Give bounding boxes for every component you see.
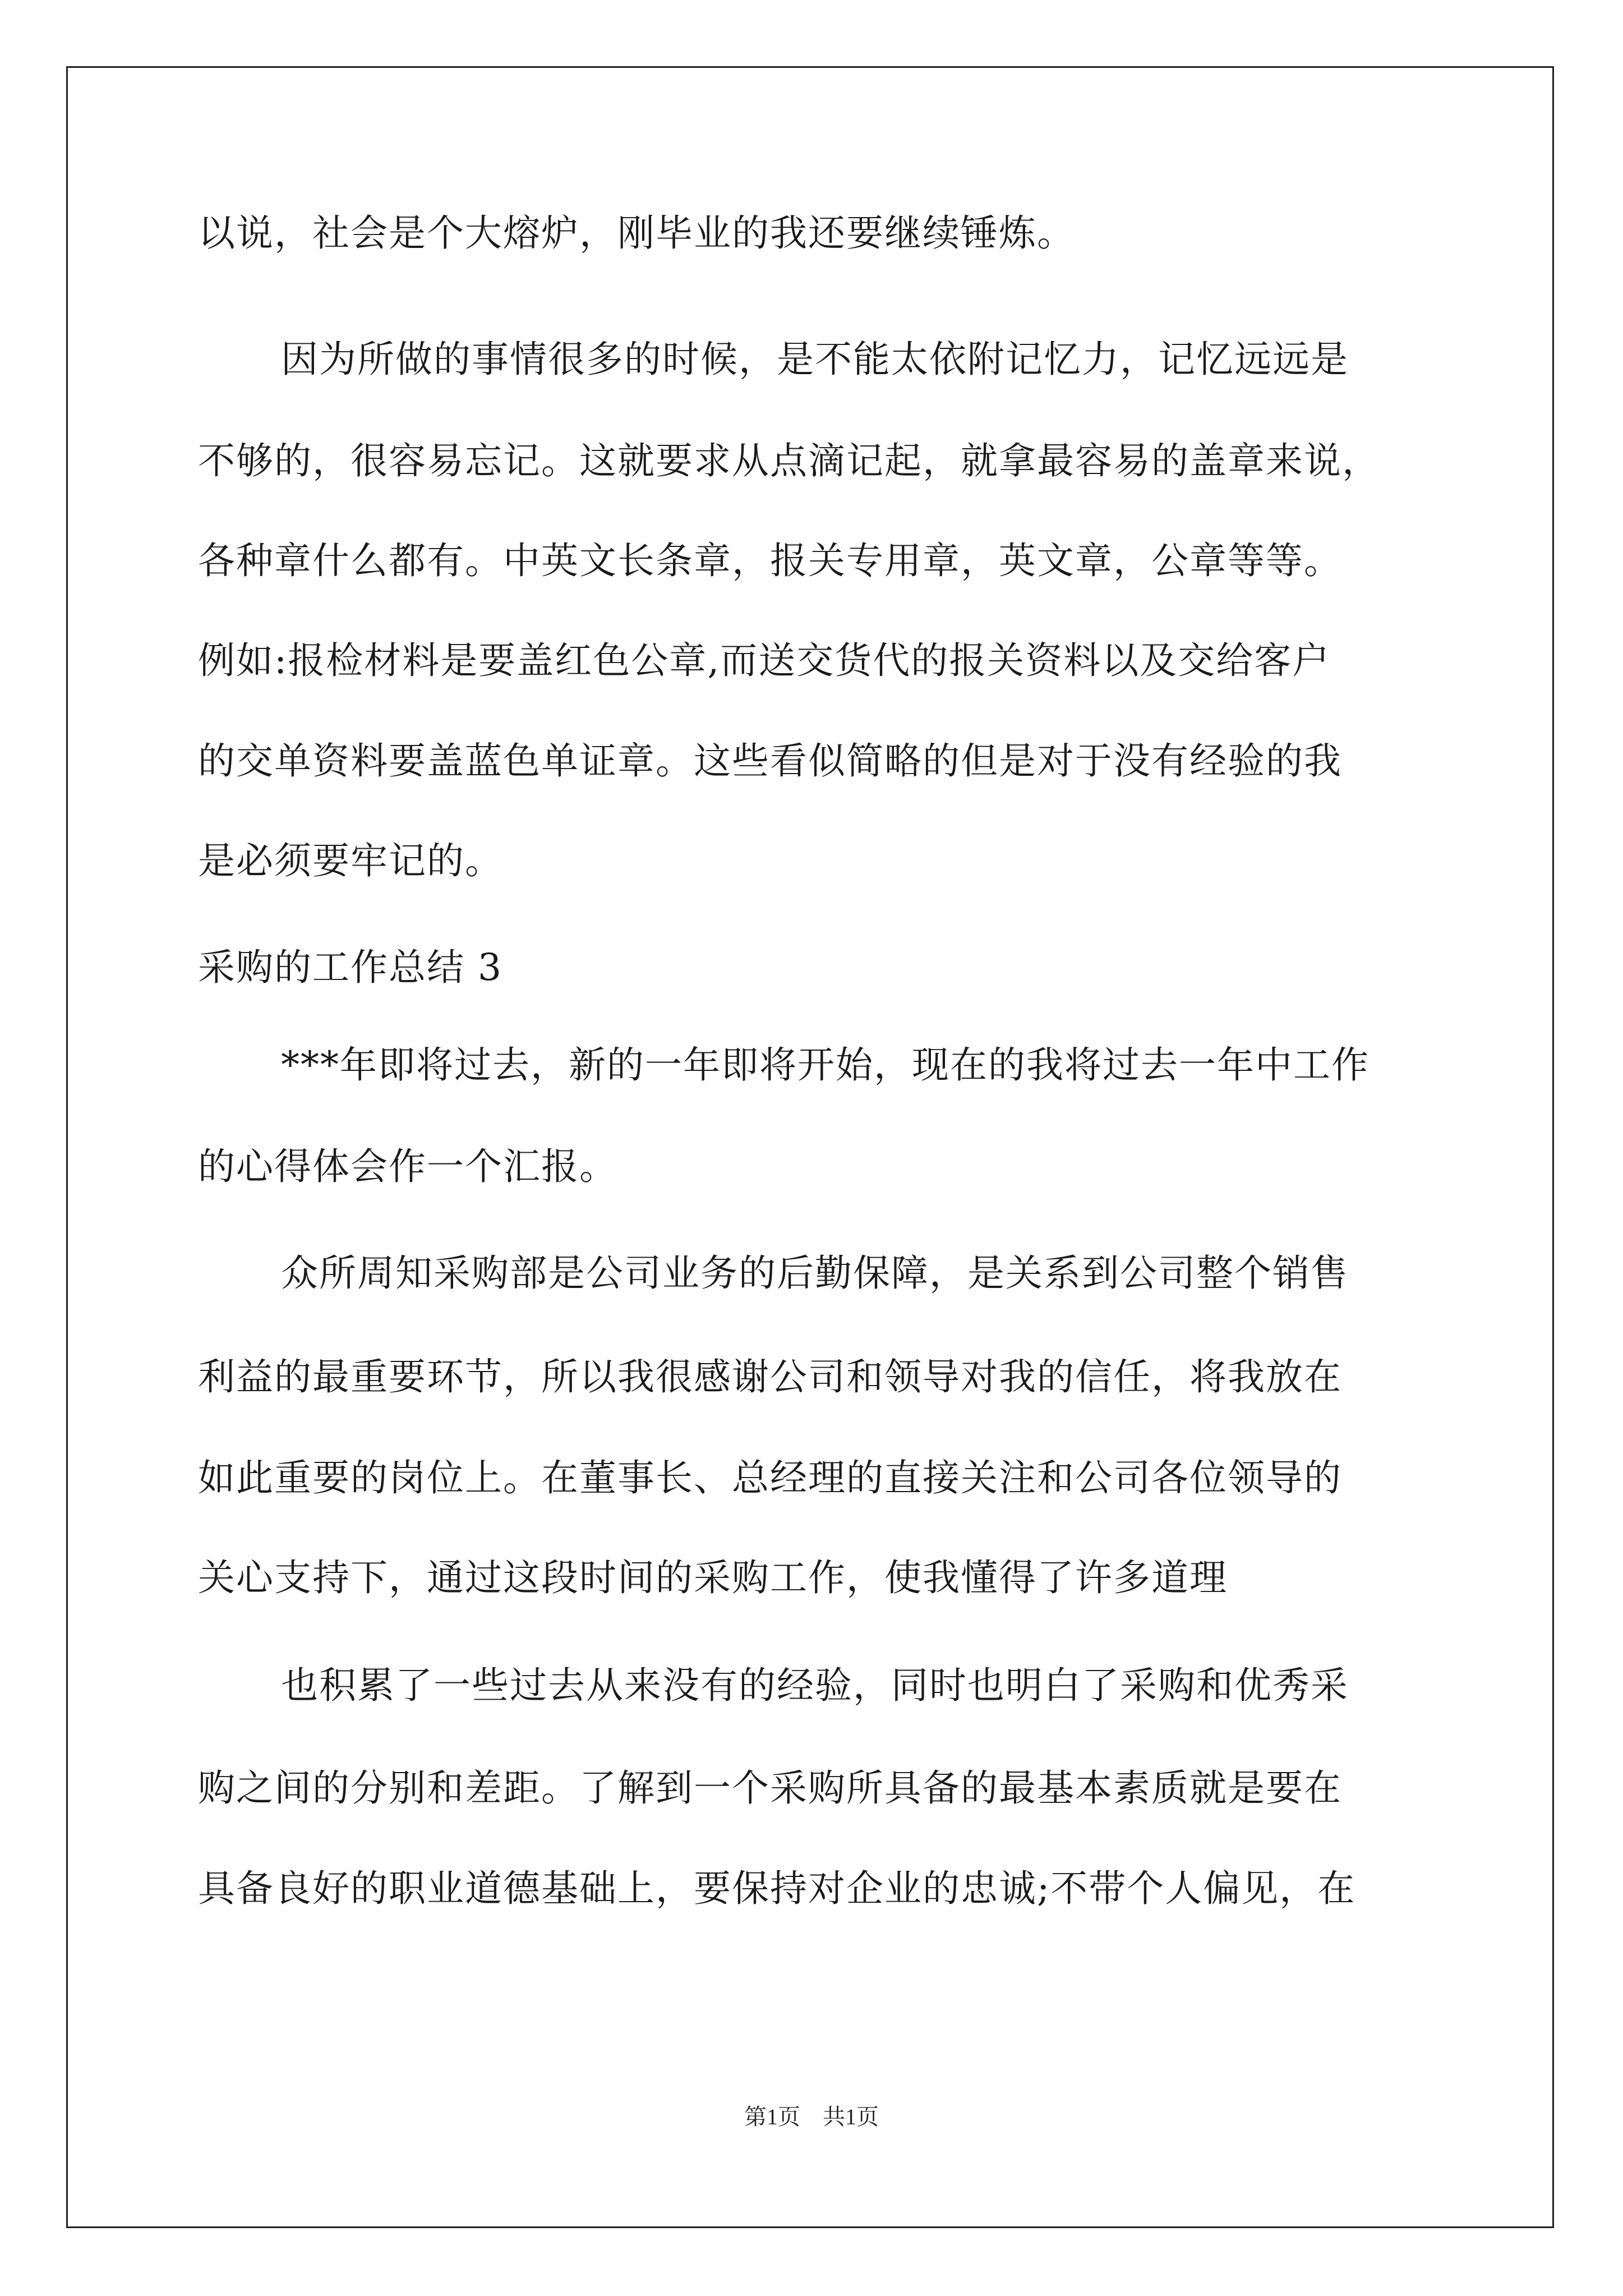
text-line: 如此重要的岗位上。在董事长、总经理的直接关注和公司各位领导的	[198, 1456, 1342, 1499]
text-line: 具备良好的职业道德基础上，要保持对企业的忠诚;不带个人偏见，在	[198, 1867, 1356, 1910]
text-line: 以说，社会是个大熔炉，刚毕业的我还要继续锤炼。	[198, 211, 1075, 255]
text-line: 例如:报检材料是要盖红色公章,而送交货代的报关资料以及交给客户	[198, 639, 1331, 682]
page-number-footer: 第1页 共1页	[744, 2104, 879, 2129]
text-line: 利益的最重要环节，所以我很感谢公司和领导对我的信任，将我放在	[198, 1355, 1342, 1398]
paragraph-start-line: ***年即将过去，新的一年即将开始，现在的我将过去一年中工作	[281, 1043, 1370, 1087]
section-heading: 采购的工作总结 3	[198, 946, 502, 989]
paragraph-start-line: 众所周知采购部是公司业务的后勤保障，是关系到公司整个销售	[281, 1251, 1349, 1295]
text-line: 关心支持下，通过这段时间的采购工作，使我懂得了许多道理	[198, 1556, 1228, 1599]
text-line: 的心得体会作一个汇报。	[198, 1145, 617, 1188]
text-line: 各种章什么都有。中英文长条章，报关专用章，英文章，公章等等。	[198, 539, 1342, 582]
text-line: 的交单资料要盖蓝色单证章。这些看似简略的但是对于没有经验的我	[198, 739, 1342, 783]
text-line: 不够的，很容易忘记。这就要求从点滴记起，就拿最容易的盖章来说，	[198, 439, 1380, 482]
paragraph-start-line: 也积累了一些过去从来没有的经验，同时也明白了采购和优秀采	[281, 1664, 1349, 1707]
paragraph-start-line: 因为所做的事情很多的时候，是不能太依附记忆力，记忆远远是	[281, 338, 1349, 381]
text-line: 是必须要牢记的。	[198, 839, 503, 882]
text-line: 购之间的分别和差距。了解到一个采购所具备的最基本素质就是要在	[198, 1766, 1342, 1810]
